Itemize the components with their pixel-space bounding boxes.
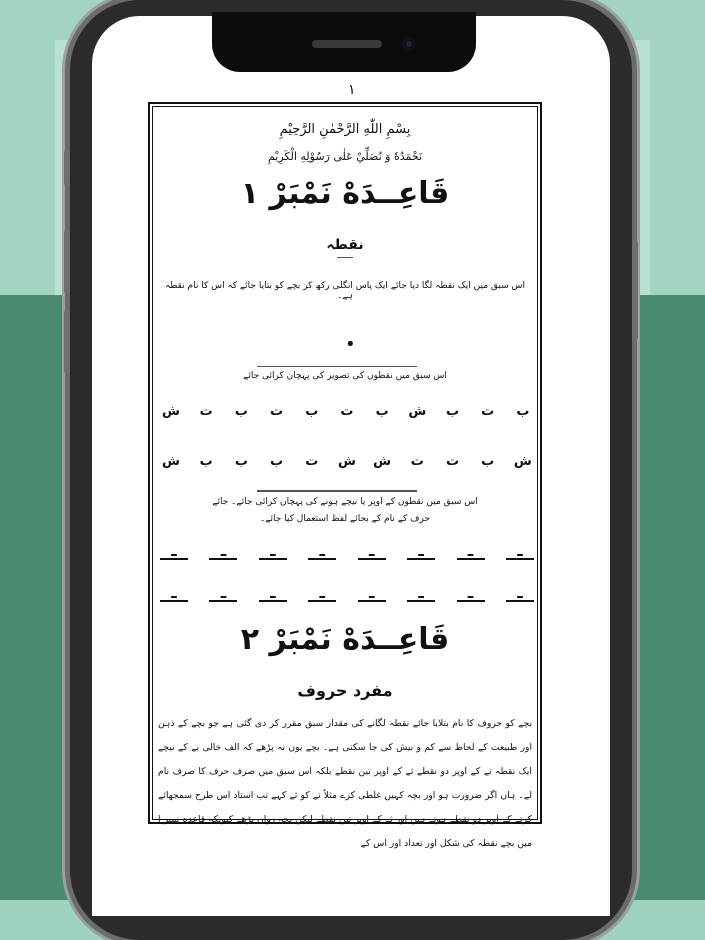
harakat-letter: ـ xyxy=(506,586,534,602)
dot-letter: ﺏ xyxy=(375,404,389,419)
harakat-row-1 xyxy=(160,541,534,560)
single-dot: • xyxy=(345,334,356,355)
caption1: اس سبق میں نقطوں کی تصویر کی پہچان کرائی جائے xyxy=(243,371,447,381)
camera-icon xyxy=(403,38,415,50)
harakat-letter: ـ xyxy=(407,544,435,560)
dot-letter: ﺏ xyxy=(234,404,248,419)
dot-letter: ﺕ xyxy=(410,454,424,469)
harakat-letter: ـ xyxy=(259,544,287,560)
harakat-letter: ـ xyxy=(308,544,336,560)
harakat-letter: ـ xyxy=(457,544,485,560)
dot-letter: ﺕ xyxy=(199,404,213,419)
dot-letter: ﺏ xyxy=(305,404,319,419)
dot-letter: ﺕ xyxy=(445,454,460,469)
caption1-rule xyxy=(257,366,417,367)
page-number: ۱ xyxy=(348,82,356,98)
harakat-letter: ـ xyxy=(407,586,435,602)
dot-row-1 xyxy=(160,404,534,419)
lesson1-title: قَاعِــدَهْ نَمْبَرْ ١ xyxy=(240,176,450,211)
lesson2-heading: مفرد حروف xyxy=(297,681,393,700)
caption2: اس سبق میں نقطوں کے اوپر یا نیچے ہونے کی پہچان کرائی جائے۔ جائے xyxy=(212,497,478,507)
basmala: بِسْمِ اللّٰهِ الرَّحْمٰنِ الرَّحِيْمِ xyxy=(279,122,411,137)
dot-letter: ﺕ xyxy=(270,404,284,419)
harakat-letter: ـ xyxy=(308,586,336,602)
dot-letter: ﺕ xyxy=(340,404,354,419)
harakat-letter: ـ xyxy=(209,544,237,560)
phone-side-button xyxy=(64,150,70,186)
dot-row-2 xyxy=(160,454,534,469)
dot-letter: ﺵ xyxy=(513,454,532,469)
dot-letter: ﺏ xyxy=(481,454,495,469)
subheading: نَحْمَدُهٗ وَ نُصَلِّيْ عَلٰى رَسُوْلِهِ الْكَرِيْمِ xyxy=(267,150,423,163)
lesson1-text: اس سبق میں ایک نقطہ لگا دیا جائے ایک پاس انگلی رکھ کر بچے کو بتایا جائے کہ اس کا نام نقطہ ہے۔ xyxy=(164,281,526,301)
document-page[interactable] xyxy=(148,102,542,849)
harakat-letter: ـ xyxy=(506,544,534,560)
harakat-letter: ـ xyxy=(259,586,287,602)
dot-letter: ﺵ xyxy=(162,404,180,419)
harakat-row-2 xyxy=(160,583,534,602)
dot-letter: ﺕ xyxy=(305,454,319,469)
dot-letter: ﺵ xyxy=(373,454,392,469)
lesson2-title: قَاعِــدَهْ نَمْبَرْ ٢ xyxy=(240,622,450,657)
harakat-letter: ـ xyxy=(358,586,386,602)
dot-letter: ﺕ xyxy=(481,404,495,419)
harakat-letter: ـ xyxy=(160,586,188,602)
dot-letter: ﺏ xyxy=(199,454,213,469)
phone-volume-up-button xyxy=(64,230,70,294)
dot-letter: ﺵ xyxy=(337,454,356,469)
phone-power-button xyxy=(632,240,638,340)
dot-letter: ﺏ xyxy=(445,404,460,419)
speaker-grille xyxy=(312,40,382,48)
harakat-letter: ـ xyxy=(209,586,237,602)
lesson2-paragraph: بچے کو حروف کا نام بتلایا جائے نقطہ لگانے کی مقدار سبق مقرر کر دی گئی ہے جو بچے کے ذہن اور طبیعت کے لحاظ سے کم و بیش کی جا سکتی ہے۔ بچے یوں نہ پڑھے کہ الف خالی بے کے نیچے ایک نقطہ تے کے اوپر دو نقطے ثے کے اوپر تین نقطے بلکہ اس سبق میں صرف حرف کا صرف نام لے۔ ہاں اگر ضرورت ہو اور بچہ کہیں غلطی کرے مثلاً تے کو ثے کہے تب استاد اس طرح سمجھائے کرتے کے اوپر دو نقطے ہوتے ہیں اور ثے کے اوپر تین نقطے لیکن بچہ رواں پڑھے کیونکہ قاعدہ نمبر ا میں بچے نقطہ کی شکل اور تعداد اور اس کے xyxy=(158,718,532,849)
dot-letter: ﺏ xyxy=(234,454,248,469)
phone-volume-down-button xyxy=(64,310,70,374)
harakat-letter: ـ xyxy=(358,544,386,560)
heading-underline xyxy=(337,257,353,258)
caption2-rule xyxy=(257,490,417,492)
dot-letter: ﺏ xyxy=(270,454,284,469)
dot-letter: ﺵ xyxy=(408,404,427,419)
dot-letter: ﺵ xyxy=(162,454,180,469)
dot-letter: ﺏ xyxy=(516,404,530,419)
caption3: حرف کے نام کے بجائے لفظ استعمال کیا جائے۔ xyxy=(259,514,431,524)
lesson1-heading: نقطہ xyxy=(326,237,364,253)
harakat-letter: ـ xyxy=(457,586,485,602)
harakat-letter: ـ xyxy=(160,544,188,560)
